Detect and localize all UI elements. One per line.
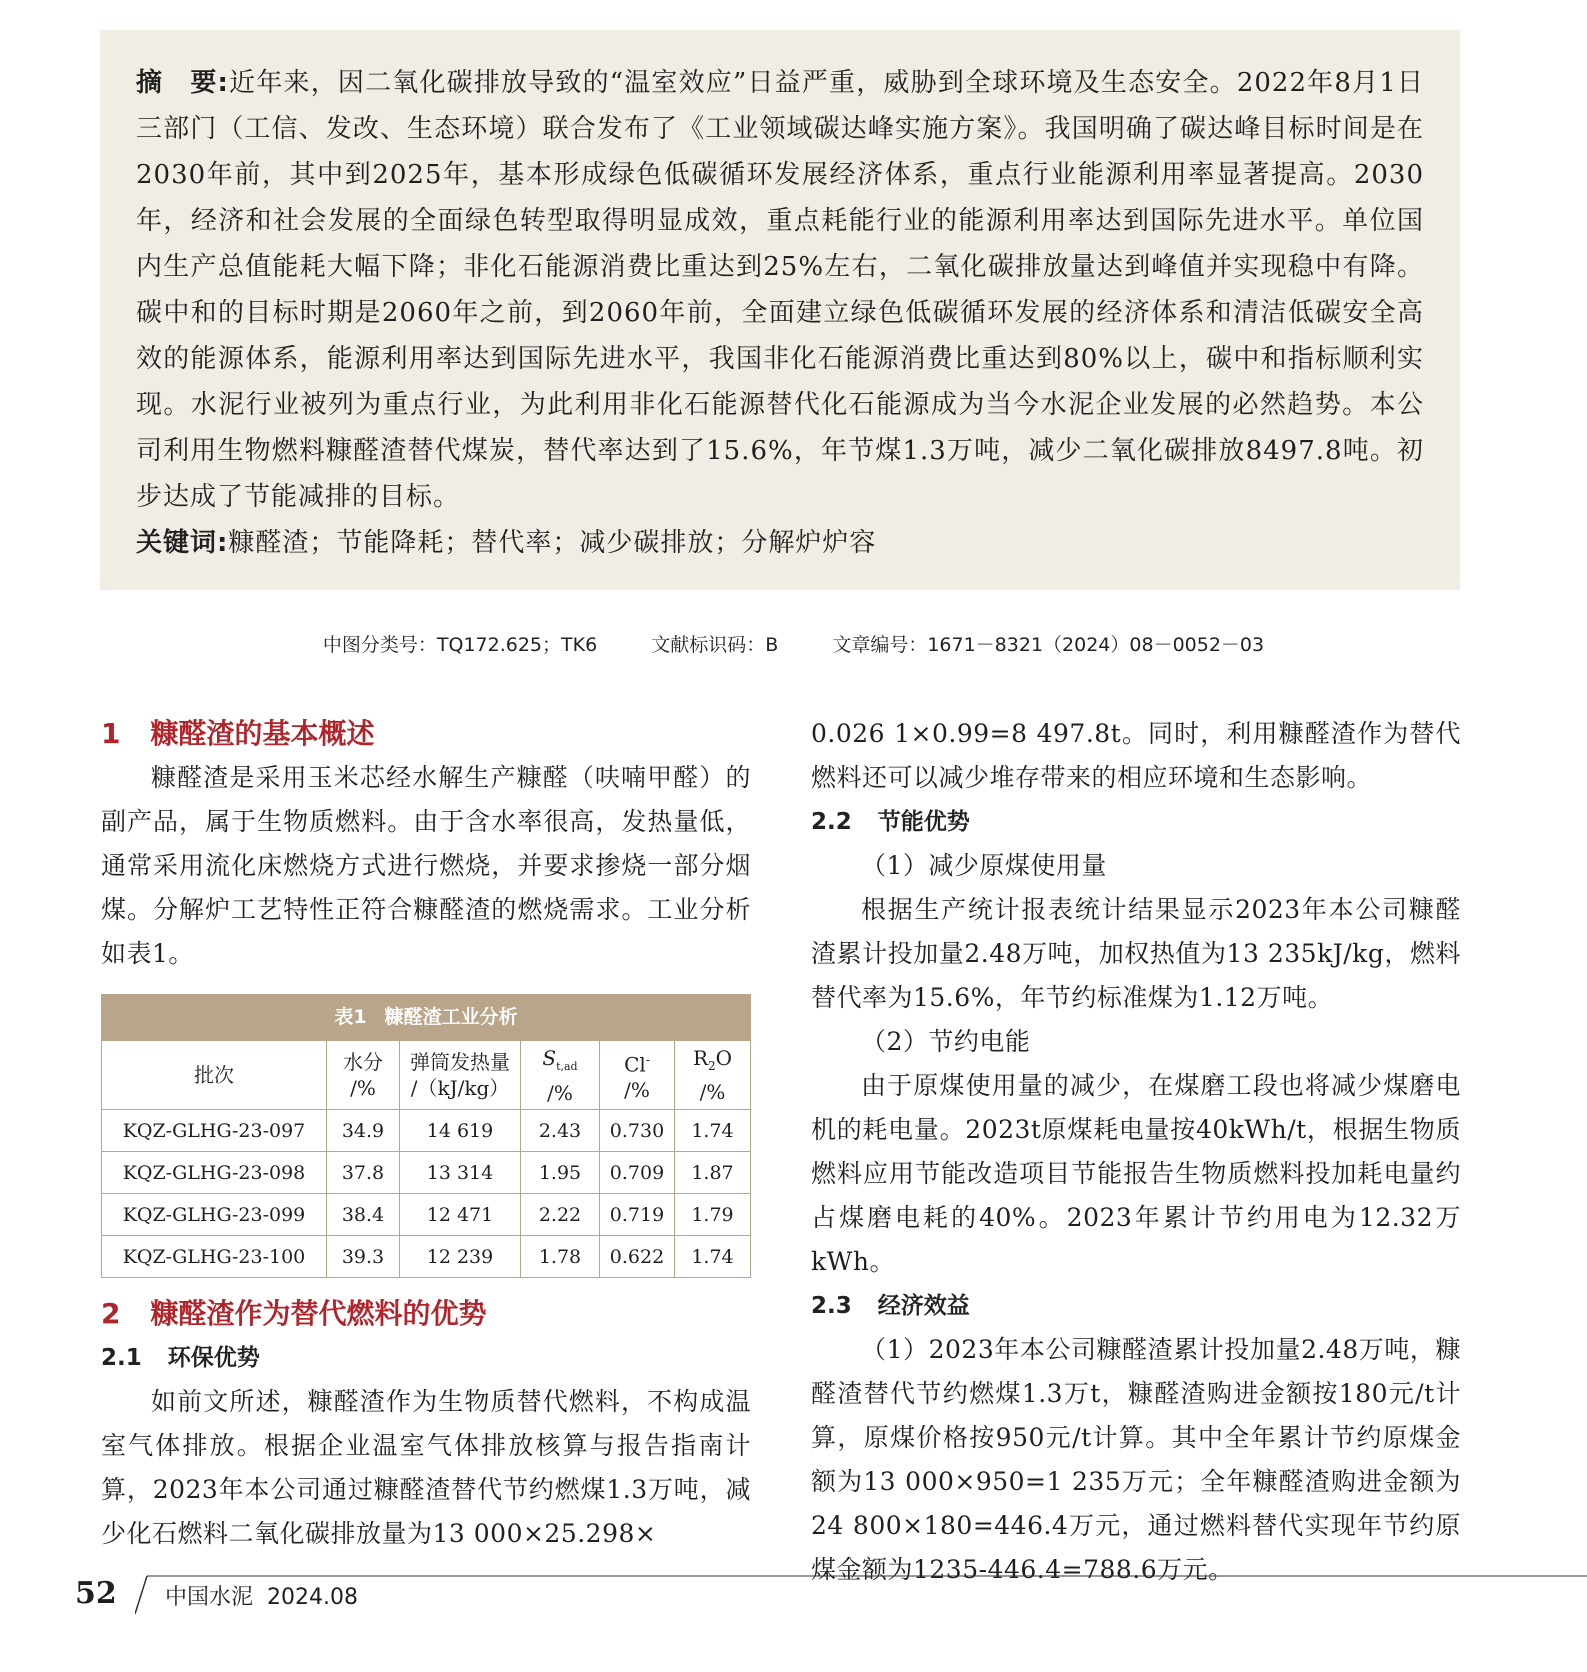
cell-water: 37.8 <box>327 1152 400 1194</box>
page-footer <box>75 1574 1587 1624</box>
cell-heat: 14 619 <box>400 1110 521 1152</box>
subsection-2-1-heading <box>101 1336 751 1380</box>
subsection-2-1-paragraph-continued: 0.026 1×0.99=8 497.8t。同时，利用糠醛渣作为替代燃料还可以减少堆存带来的相应环境和生态影响。 <box>811 719 1461 792</box>
table-header-row <box>102 1041 751 1110</box>
header-heat: 弹筒发热量 /（kJ/kg） <box>400 1041 521 1110</box>
keywords-text: 糠醛渣；节能降耗；替代率；减少碳排放；分解炉炉容 <box>228 528 877 558</box>
cell-r2o: 1.74 <box>675 1110 751 1152</box>
section-1-heading <box>101 712 751 756</box>
subsection-number: 2.1 <box>101 1345 142 1371</box>
cell-heat: 12 471 <box>400 1194 521 1236</box>
section-2-heading <box>101 1292 751 1336</box>
table-row <box>102 1194 751 1236</box>
subsection-title: 环保优势 <box>167 1345 260 1371</box>
cell-batch: KQZ-GLHG-23-097 <box>102 1110 327 1152</box>
table-caption-number: 表1 <box>334 1006 367 1028</box>
cell-r2o: 1.74 <box>675 1236 751 1278</box>
header-r2o: $R_2O$ /% <box>675 1041 751 1110</box>
section-title: 糠醛渣的基本概述 <box>150 717 375 750</box>
cell-heat: 12 239 <box>400 1236 521 1278</box>
keywords-line <box>136 520 1424 566</box>
cell-sulfur: 2.22 <box>521 1194 600 1236</box>
subsection-title: 节能优势 <box>877 809 970 835</box>
article-number: 文章编号：1671－8321（2024）08－0052－03 <box>832 634 1265 656</box>
section-number: 1 <box>101 717 121 750</box>
cell-sulfur: 1.95 <box>521 1152 600 1194</box>
cell-water: 34.9 <box>327 1110 400 1152</box>
subsection-number: 2.3 <box>811 1293 852 1319</box>
cell-chloride: 0.719 <box>600 1194 675 1236</box>
right-column <box>811 712 1461 1592</box>
abstract-box <box>100 30 1460 590</box>
section-number: 2 <box>101 1297 121 1330</box>
cell-r2o: 1.87 <box>675 1152 751 1194</box>
subsection-2-3-heading <box>811 1284 1461 1328</box>
cell-chloride: 0.730 <box>600 1110 675 1152</box>
subsection-number: 2.2 <box>811 809 852 835</box>
cell-sulfur: 2.43 <box>521 1110 600 1152</box>
table-1 <box>101 994 751 1278</box>
journal-info <box>165 1580 358 1611</box>
journal-issue: 2024.08 <box>267 1585 358 1610</box>
cell-batch: KQZ-GLHG-23-098 <box>102 1152 327 1194</box>
header-water: 水分 /% <box>327 1041 400 1110</box>
subsection-2-3-paragraph: （1）2023年本公司糠醛渣累计投加量2.48万吨，糠醛渣替代节约燃煤1.3万t，糠醛渣购进金额按180元/t计算，原煤价格按950元/t计算。其中全年累计节约原煤金额为13 000×950=1 235万元；全年糠醛渣购进金额为24 800×180=446.4万元，通过燃料替代实现年节约原煤金额为1235-446.4=788.6万元。 <box>811 1335 1461 1584</box>
cell-batch: KQZ-GLHG-23-100 <box>102 1236 327 1278</box>
table-row <box>102 1152 751 1194</box>
header-batch: 批次 <box>102 1041 327 1110</box>
cell-water: 39.3 <box>327 1236 400 1278</box>
clc-code: 中图分类号：TQ172.625；TK6 <box>322 634 598 656</box>
abstract-text: 近年来，因二氧化碳排放导致的“温室效应”日益严重，威胁到全球环境及生态安全。2022年8月1日三部门（工信、发改、生态环境）联合发布了《工业领域碳达峰实施方案》。我国明确了碳达峰目标时间是在2030年前，其中到2025年，基本形成绿色低碳循环发展经济体系，重点行业能源利用率显著提高。2030年，经济和社会发展的全面绿色转型取得明显成效，重点耗能行业的能源利用率达到国际先进水平。单位国内生产总值能耗大幅下降；非化石能源消费比重达到25%左右，二氧化碳排放量达到峰值并实现稳中有降。碳中和的目标时期是2060年之前，到2060年前，全面建立绿色低碳循环发展的经济体系和清洁低碳安全高效的能源体系，能源利用率达到国际先进水平，我国非化石能源消费比重达到80%以上，碳中和指标顺利实现。水泥行业被列为重点行业，为此利用非化石能源替代化石能源成为当今水泥企业发展的必然趋势。本公司利用生物燃料糠醛渣替代煤炭，替代率达到了15.6%，年节煤1.3万吨，减少二氧化碳排放8497.8吨。初步达成了节能减排的目标。 <box>136 68 1424 512</box>
cell-sulfur: 1.78 <box>521 1236 600 1278</box>
subsection-2-2-item-2: （2）节约电能 <box>861 1027 1031 1056</box>
table-caption-title: 糠醛渣工业分析 <box>384 1006 518 1028</box>
subsection-2-2-item-1: （1）减少原煤使用量 <box>861 851 1107 880</box>
cell-r2o: 1.79 <box>675 1194 751 1236</box>
header-chloride: Cl- /% <box>600 1041 675 1110</box>
subsection-2-2-paragraph-1: 根据生产统计报表统计结果显示2023年本公司糠醛渣累计投加量2.48万吨，加权热值为13 235kJ/kg，燃料替代率为15.6%，年节约标准煤为1.12万吨。 <box>811 895 1461 1012</box>
section-title: 糠醛渣作为替代燃料的优势 <box>150 1297 487 1330</box>
cell-batch: KQZ-GLHG-23-099 <box>102 1194 327 1236</box>
subsection-title: 经济效益 <box>877 1293 970 1319</box>
left-column <box>101 712 751 1556</box>
journal-name: 中国水泥 <box>165 1585 254 1610</box>
subsection-2-1-paragraph: 如前文所述，糠醛渣作为生物质替代燃料，不构成温室气体排放。根据企业温室气体排放核算与报告指南计算，2023年本公司通过糠醛渣替代节约燃煤1.3万吨，减少化石燃料二氧化碳排放量为13 000×25.298× <box>101 1387 751 1548</box>
cell-chloride: 0.709 <box>600 1152 675 1194</box>
classification-line <box>0 630 1587 657</box>
table-row <box>102 1236 751 1278</box>
doc-code: 文献标识码：B <box>651 634 779 656</box>
subsection-2-2-paragraph-2: 由于原煤使用量的减少，在煤磨工段也将减少煤磨电机的耗电量。2023t原煤耗电量按40kWh/t，根据生物质燃料应用节能改造项目节能报告生物质燃料投加耗电量约占煤磨电耗的40%。2023年累计节约用电为12.32万kWh。 <box>811 1071 1461 1276</box>
section-1-paragraph: 糠醛渣是采用玉米芯经水解生产糠醛（呋喃甲醛）的副产品，属于生物质燃料。由于含水率很高，发热量低，通常采用流化床燃烧方式进行燃烧，并要求掺烧一部分烟煤。分解炉工艺特性正符合糠醛渣的燃烧需求。工业分析如表1。 <box>101 763 751 968</box>
page-number: 52 <box>75 1576 117 1611</box>
cell-water: 38.4 <box>327 1194 400 1236</box>
header-sulfur: $S_{t,ad}$ /% <box>521 1041 600 1110</box>
table-caption <box>101 994 751 1040</box>
abstract-label: 摘 要: <box>136 68 229 98</box>
subsection-2-2-heading <box>811 800 1461 844</box>
cell-heat: 13 314 <box>400 1152 521 1194</box>
table-row <box>102 1110 751 1152</box>
keywords-label: 关键词: <box>136 528 229 558</box>
abstract-paragraph <box>136 60 1424 520</box>
cell-chloride: 0.622 <box>600 1236 675 1278</box>
